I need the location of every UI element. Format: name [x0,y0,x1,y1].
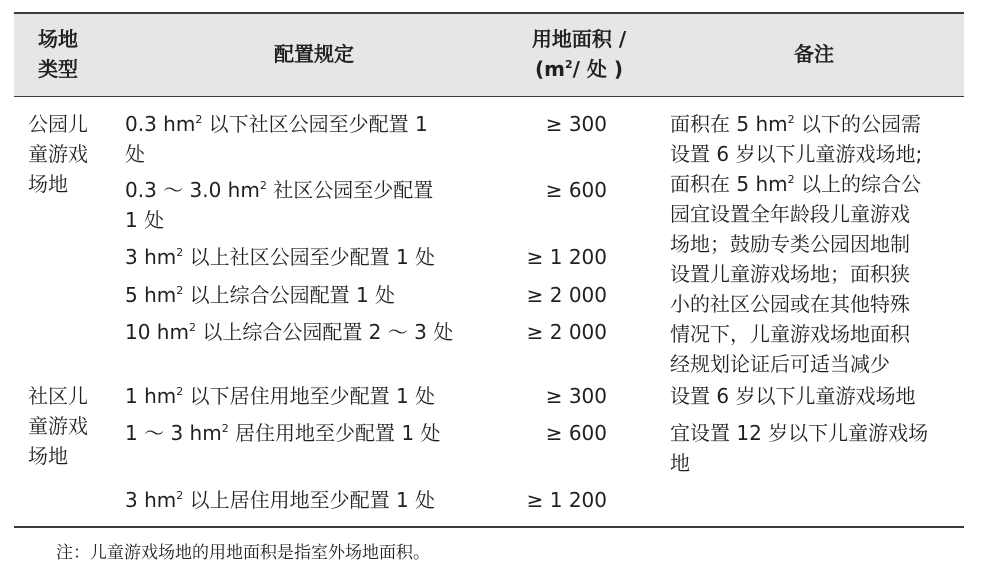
table-row-rule: 1 $hm^2$ 以下居住用地至少配置 1 处 [125,384,436,408]
header-site-type [28,24,88,84]
table-row-rule: 0.3 ～ 3.0 $hm^2$ 社区公园至少配置 1 处 [125,178,434,232]
header-land-area-line2: ($m^2/$ 处 ) [534,57,623,81]
table-row-rule: 0.3 $hm^2$ 以下社区公园至少配置 1 处 [125,112,428,166]
group1-type: 公园儿 童游戏 场地 [28,112,88,196]
group1-remark: 面积在 5 $hm^2$ 以下的公园需 设置 6 岁以下儿童游戏场地; 面积在 5 $hm^2$ 以上的综合公 园宜设置全年龄段儿童游戏 场地；鼓励专类公园因地制 设置儿童游戏场地；面积狭 小的社区公园或在其他特殊 情况下，儿童游戏场地面积 经规划论证后可适当减少 [670,112,923,376]
table-row-area: ≥ 1 200 [526,488,607,512]
table-row-rule: 5 $hm^2$ 以上综合公园配置 1 处 [125,283,396,307]
table-row-area: ≥ 2 000 [526,283,607,307]
table-footnote: 注：儿童游戏场地的用地面积是指室外场地面积。 [56,543,430,563]
header-rule-spec: 配置规定 [274,42,354,66]
table-row-area: ≥ 2 000 [526,320,607,344]
table-row-area: ≥ 600 [545,421,607,445]
header-land-area [494,24,664,84]
table-row-rule: 1 ～ 3 $hm^2$ 居住用地至少配置 1 处 [125,421,441,445]
table-row-remark: 设置 6 岁以下儿童游戏场地 [670,384,916,408]
table-bottom-rule [14,526,964,528]
header-rule [14,96,964,97]
table-row-rule: 3 $hm^2$ 以上社区公园至少配置 1 处 [125,245,436,269]
header-land-area-line1: 用地面积 / [531,27,627,51]
header-site-type-line1: 场地 [38,27,78,51]
table-row-area: ≥ 300 [545,384,607,408]
table-row-area: ≥ 1 200 [526,245,607,269]
table-row-area: ≥ 600 [545,178,607,202]
table-row-area: ≥ 300 [545,112,607,136]
group2-type: 社区儿 童游戏 场地 [28,384,88,468]
header-site-type-line2: 类型 [38,57,78,81]
table-row-rule: 3 $hm^2$ 以上居住用地至少配置 1 处 [125,488,436,512]
header-remark: 备注 [794,42,834,66]
table-row-rule: 10 $hm^2$ 以上综合公园配置 2 ～ 3 处 [125,320,454,344]
table-row-remark: 宜设置 12 岁以下儿童游戏场 地 [670,421,929,475]
